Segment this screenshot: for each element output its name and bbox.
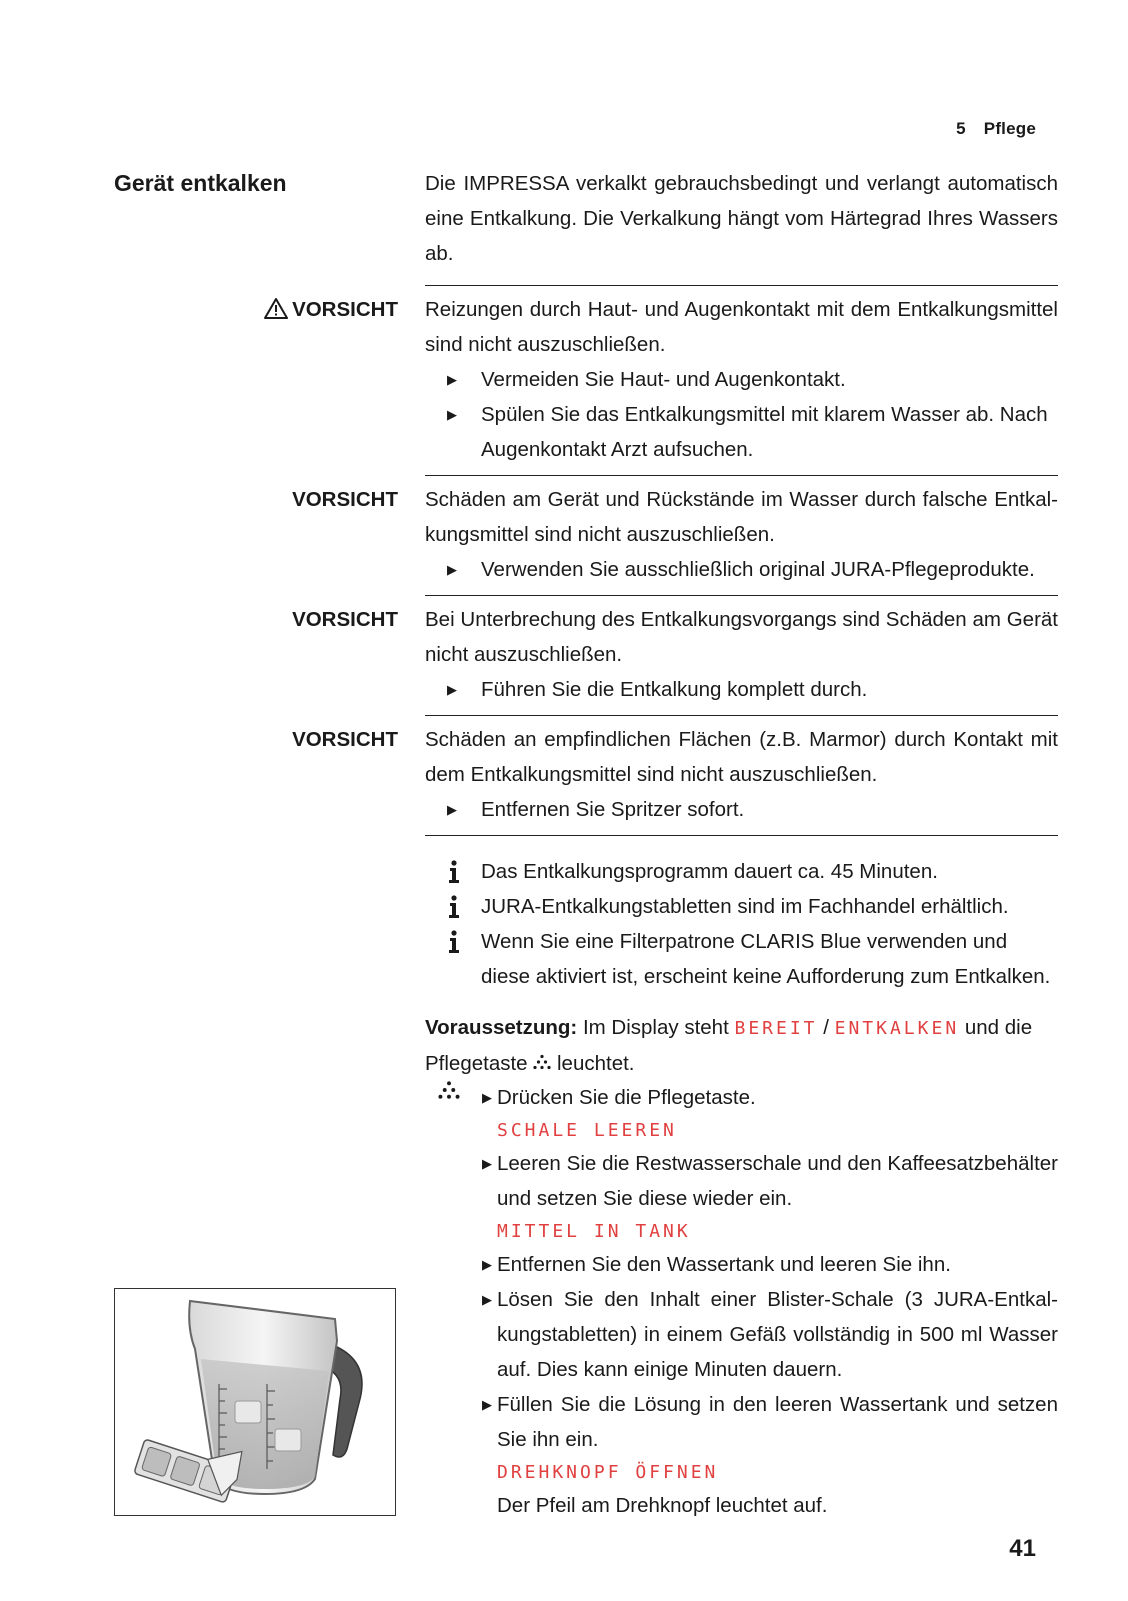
section-title: Gerät entkalken [114,170,287,196]
list-item: ▶ Vermeiden Sie Haut- und Augenkontakt. [425,362,1058,397]
caution-label: VORSICHT [264,292,398,330]
chapter-title: Pflege [983,119,1036,138]
bullet-triangle-icon: ▶ [482,1292,492,1307]
caution-block [425,722,1058,827]
display-text: ENTKALKEN [834,1018,960,1039]
intro-paragraph: Die IMPRESSA verkalkt gebrauchsbedingt und verlangt automatisch eine Entkalkung. Die Verkalkung hängt vom Härtegrad Ihres Wassers ab. [425,172,1058,265]
caution-label: VORSICHT [292,728,398,751]
list-item: ▶ Spülen Sie das Entkalkungsmittel mit klarem Wasser ab. Nach Augenkontakt Arzt aufsuchen. [425,397,1058,467]
divider [425,285,1058,286]
prerequisite-label: Voraussetzung: [425,1016,578,1039]
info-notes [425,854,1058,994]
caution-block [425,292,1058,467]
bullet-triangle-icon: ▶ [482,1156,492,1171]
page-number: 41 [1009,1535,1036,1562]
jug-and-tablets-image [115,1289,395,1515]
measuring-jug-illustration [114,1288,396,1516]
list-item: ▶ Verwenden Sie ausschließlich original JURA-Pflegeprodukte. [425,552,1058,587]
prerequisite: Voraussetzung: Im Display steht BEREIT / ENTKALKEN und die Pflegetaste leuchtet. [425,1016,1033,1075]
info-note: JURA-Entkalkungstabletten sind im Fachhandel erhältlich. [425,889,1058,924]
divider [425,715,1058,716]
caution-label: VORSICHT [292,608,398,631]
info-note: Wenn Sie eine Filterpatrone CLARIS Blue verwenden und diese aktiviert ist, erscheint keine Aufforderung zum Entkalken. [425,924,1058,994]
caution-text: Schäden am Gerät und Rückstände im Wasser durch falsche Entkalkungsmittel sind nicht auszuschließen. [425,488,1058,546]
display-text: BEREIT [734,1018,818,1039]
step-item: ▶ Entfernen Sie den Wassertank und leeren Sie ihn. [425,1247,1058,1282]
list-item: ▶ Führen Sie die Entkalkung komplett durch. [425,672,1058,707]
care-icon [533,1052,551,1075]
divider [425,475,1058,476]
step-list [425,1080,1058,1523]
bullet-triangle-icon: ▶ [482,1397,492,1412]
step-item: ▶ Drücken Sie die Pflegetaste. [425,1080,1058,1115]
caution-label: VORSICHT [292,488,398,511]
divider [425,595,1058,596]
step-result: Der Pfeil am Drehknopf leuchtet auf. [497,1494,828,1517]
chapter-number: 5 [956,119,966,138]
list-item: ▶ Entfernen Sie Spritzer sofort. [425,792,1058,827]
info-icon [447,930,461,965]
running-header [956,119,1036,139]
caution-text: Reizungen durch Haut- und Augenkontakt mit dem Entkalkungsmittel sind nicht auszuschließen. [425,298,1058,356]
caution-block [425,602,1058,707]
bullet-triangle-icon: ▶ [447,407,457,422]
bullet-triangle-icon: ▶ [447,682,457,697]
display-text: MITTEL IN TANK [497,1221,691,1242]
bullet-triangle-icon: ▶ [447,372,457,387]
warning-icon [264,295,288,330]
divider [425,835,1058,836]
step-item: ▶ Lösen Sie den Inhalt einer Blister-Schale (3 JURA-Entkalkungstabletten) in einem Gefäß vollständig in 500 ml Wasser auf. Dies kann einige Minuten dauern. [425,1282,1058,1387]
display-text: SCHALE LEEREN [497,1120,677,1141]
bullet-triangle-icon: ▶ [447,802,457,817]
info-note: Das Entkalkungsprogramm dauert ca. 45 Minuten. [425,854,1058,889]
step-item: ▶ Füllen Sie die Lösung in den leeren Wassertank und setzen Sie ihn ein. [425,1387,1058,1457]
caution-text: Schäden an empfindlichen Flächen (z.B. Marmor) durch Kontakt mit dem Entkalkungsmittel sind nicht auszuschließen. [425,728,1058,786]
bullet-triangle-icon: ▶ [447,562,457,577]
caution-block [425,482,1058,587]
step-item: ▶ Leeren Sie die Restwasserschale und den Kaffeesatzbehälter und setzen Sie diese wieder ein. [425,1146,1058,1216]
bullet-triangle-icon: ▶ [482,1090,492,1105]
display-text: DREHKNOPF ÖFFNEN [497,1462,719,1483]
bullet-triangle-icon: ▶ [482,1257,492,1272]
caution-text: Bei Unterbrechung des Entkalkungsvorgangs sind Schäden am Gerät nicht auszuschließen. [425,608,1058,666]
